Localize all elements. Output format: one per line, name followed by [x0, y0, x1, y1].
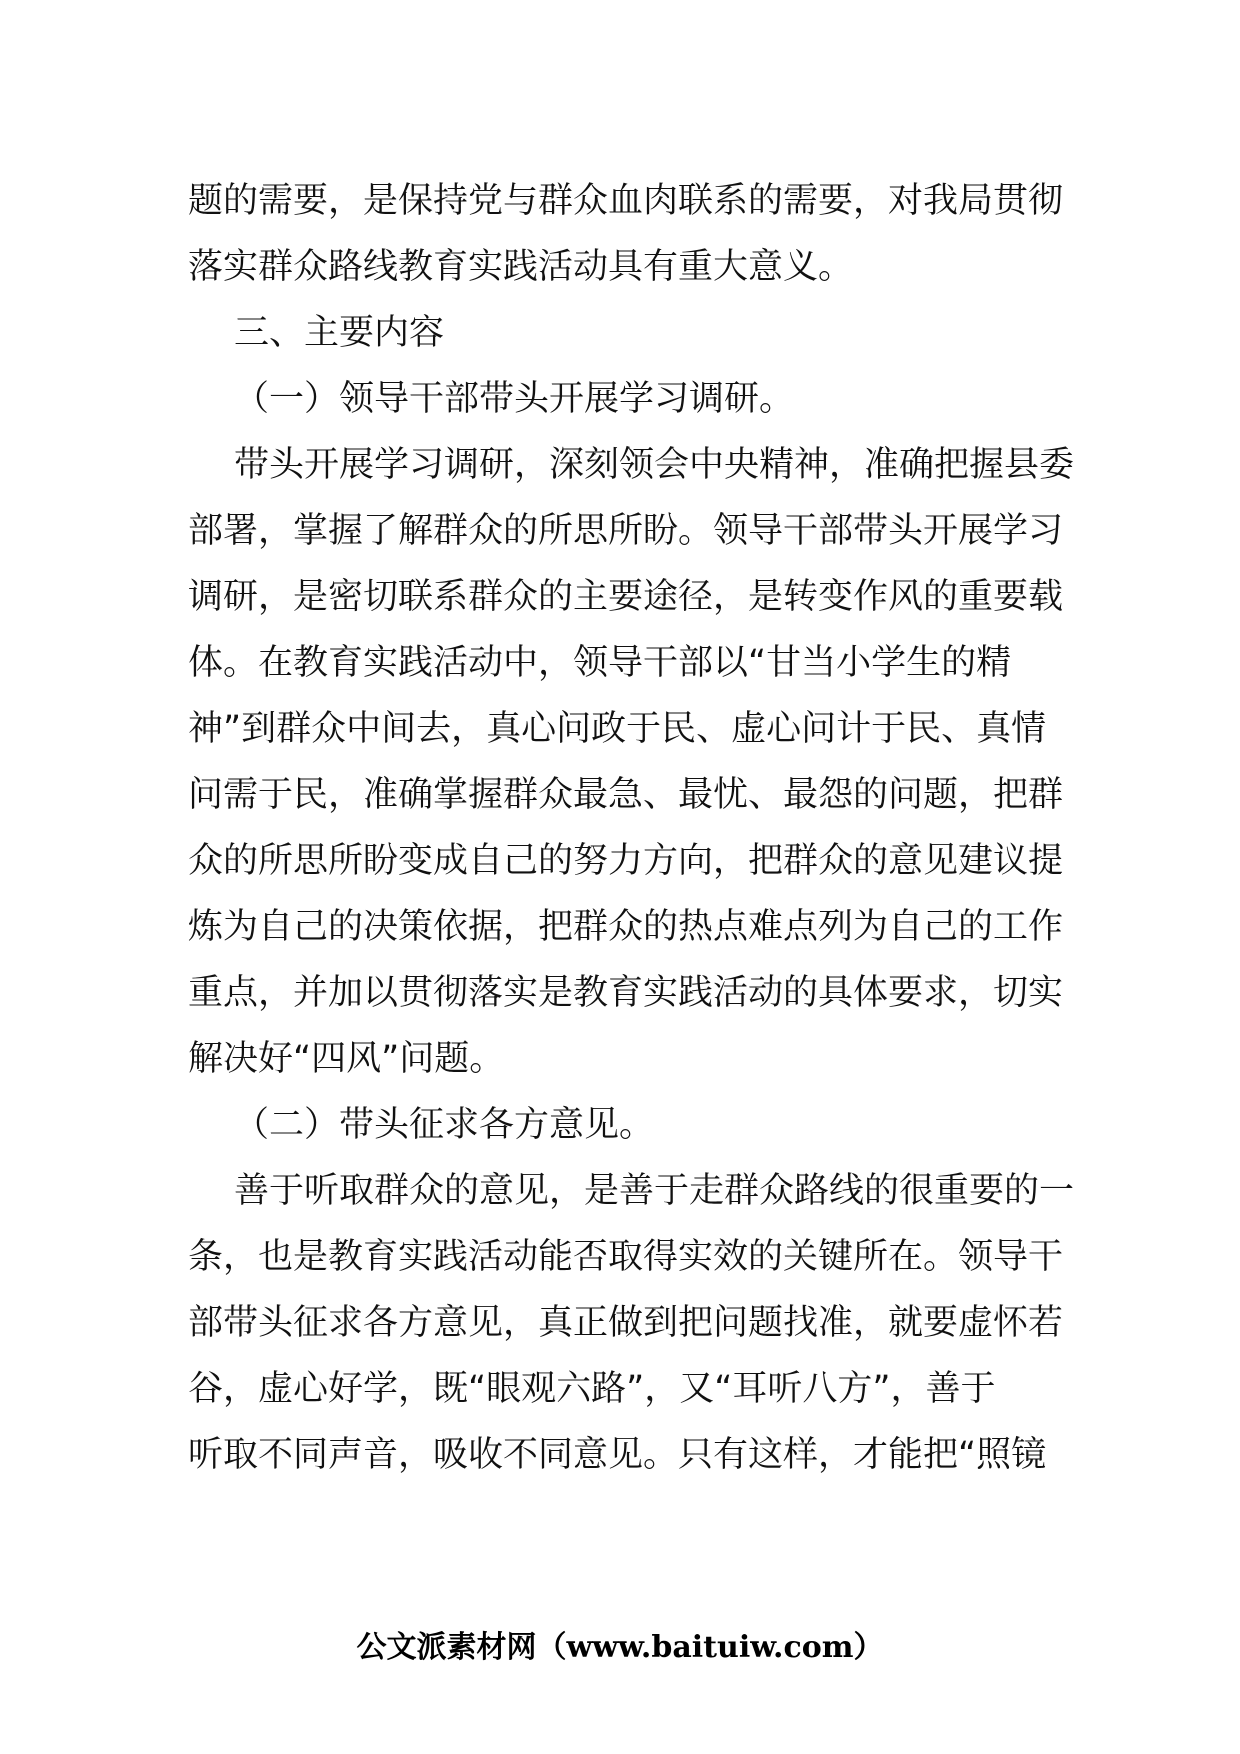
footer-watermark: 公文派素材网（www.baituiw.com） — [356, 1630, 884, 1665]
paragraph-line: 炼为自己的决策依据，把群众的热点难点列为自己的工作 — [188, 907, 1064, 947]
paragraph-line: 调研，是密切联系群众的主要途径，是转变作风的重要载 — [188, 577, 1064, 617]
paragraph-line: 谷，虚心好学，既“眼观六路”，又“耳听八方”，善于 — [188, 1369, 996, 1409]
section-heading: 三、主要内容 — [234, 313, 445, 353]
document-body — [188, 168, 1075, 1488]
paragraph-line: 条，也是教育实践活动能否取得实效的关键所在。领导干 — [188, 1237, 1064, 1277]
paragraph-line: 落实群众路线教育实践活动具有重大意义。 — [188, 247, 854, 287]
paragraph-line: 重点，并加以贯彻落实是教育实践活动的具体要求，切实 — [188, 973, 1064, 1013]
paragraph-line: 题的需要，是保持党与群众血肉联系的需要，对我局贯彻 — [188, 181, 1064, 221]
paragraph-line: 体。在教育实践活动中，领导干部以“甘当小学生的精 — [188, 643, 1012, 683]
paragraph-line: 问需于民，准确掌握群众最急、最忧、最怨的问题，把群 — [188, 775, 1064, 815]
paragraph-line: 神”到群众中间去，真心问政于民、虚心问计于民、真情 — [188, 709, 1047, 749]
paragraph-line: 带头开展学习调研，深刻领会中央精神，准确把握县委 — [234, 445, 1075, 485]
paragraph-line: 善于听取群众的意见，是善于走群众路线的很重要的一 — [234, 1171, 1075, 1211]
paragraph-line: 解决好“四风”问题。 — [188, 1039, 505, 1079]
paragraph-line: 众的所思所盼变成自己的努力方向，把群众的意见建议提 — [188, 841, 1064, 881]
subsection-heading: （二）带头征求各方意见。 — [234, 1105, 655, 1145]
paragraph-line: 部带头征求各方意见，真正做到把问题找准，就要虚怀若 — [188, 1303, 1064, 1343]
paragraph-line: 部署，掌握了解群众的所思所盼。领导干部带头开展学习 — [188, 511, 1064, 551]
paragraph-line: 听取不同声音，吸收不同意见。只有这样，才能把“照镜 — [188, 1435, 1047, 1475]
subsection-heading: （一）领导干部带头开展学习调研。 — [234, 379, 795, 419]
